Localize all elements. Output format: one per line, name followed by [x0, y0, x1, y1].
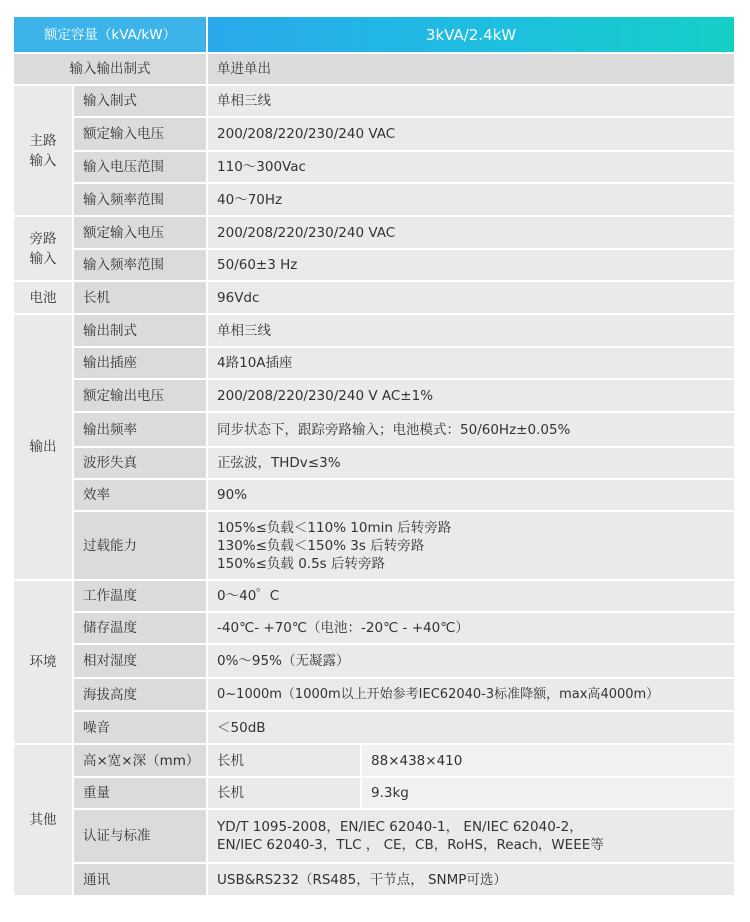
spec-row — [13, 580, 735, 612]
spec-model: 长机 — [207, 744, 361, 777]
spec-value: USB&RS232（RS485，干节点， SNMP可选） — [207, 863, 735, 896]
group-other: 其他 — [13, 744, 73, 896]
spec-value: 88×438×410 — [361, 744, 735, 777]
spec-value: 96Vdc — [207, 281, 735, 314]
spec-value: 200/208/220/230/240 VAC — [207, 216, 735, 249]
group-battery: 电池 — [13, 281, 73, 314]
spec-label: 效率 — [73, 479, 207, 511]
spec-label: 噪音 — [73, 711, 207, 744]
spec-value: YD/T 1095-2008，EN/IEC 62040-1， EN/IEC 62040-2， EN/IEC 62040-3，TLC ， CE，CB，RoHS，Reach，WEEE等 — [207, 809, 735, 863]
spec-value: 200/208/220/230/240 V AC±1% — [207, 379, 735, 412]
spec-value: 0%～95%（无凝露） — [207, 644, 735, 678]
spec-value: 40～70Hz — [207, 183, 735, 216]
io-mode-row — [13, 53, 735, 85]
spec-row — [13, 447, 735, 479]
spec-value: 0~1000m（1000m以上开始参考IEC62040-3标准降额，max高4000m） — [207, 678, 735, 711]
group-output: 输出 — [13, 314, 73, 580]
spec-row — [13, 511, 735, 580]
spec-label: 长机 — [73, 281, 207, 314]
spec-label: 相对湿度 — [73, 644, 207, 678]
spec-label: 工作温度 — [73, 580, 207, 612]
capacity-label: 额定容量（kVA/kW） — [13, 16, 207, 53]
spec-value: 同步状态下，跟踪旁路输入；电池模式：50/60Hz±0.05% — [207, 412, 735, 447]
spec-label: 认证与标准 — [73, 809, 207, 863]
spec-label: 输出插座 — [73, 347, 207, 379]
spec-label: 输出制式 — [73, 314, 207, 347]
spec-value: 105%≤负载＜110% 10min 后转旁路 130%≤负载＜150% 3s 后转旁路 150%≤负载 0.5s 后转旁路 — [207, 511, 735, 580]
spec-row — [13, 314, 735, 347]
spec-value: 0～40゜C — [207, 580, 735, 612]
spec-row — [13, 85, 735, 117]
spec-value: 正弦波，THDv≤3% — [207, 447, 735, 479]
spec-row — [13, 216, 735, 249]
spec-row — [13, 777, 735, 809]
spec-label: 通讯 — [73, 863, 207, 896]
io-mode-value: 单进单出 — [207, 53, 735, 85]
spec-row — [13, 479, 735, 511]
spec-label: 额定输出电压 — [73, 379, 207, 412]
spec-table — [12, 15, 736, 897]
spec-row — [13, 711, 735, 744]
spec-label: 输入制式 — [73, 85, 207, 117]
spec-label: 波形失真 — [73, 447, 207, 479]
spec-label: 额定输入电压 — [73, 117, 207, 151]
spec-value: 单相三线 — [207, 314, 735, 347]
spec-label: 输入频率范围 — [73, 183, 207, 216]
spec-row — [13, 379, 735, 412]
spec-value: 50/60±3 Hz — [207, 249, 735, 281]
spec-label: 海拔高度 — [73, 678, 207, 711]
spec-value: -40℃- +70℃（电池：-20℃ - +40℃） — [207, 612, 735, 644]
spec-row — [13, 744, 735, 777]
spec-row — [13, 809, 735, 863]
spec-value: 4路10A插座 — [207, 347, 735, 379]
spec-value: 90% — [207, 479, 735, 511]
spec-row — [13, 863, 735, 896]
group-main-input: 主路 输入 — [13, 85, 73, 216]
spec-row — [13, 281, 735, 314]
spec-value: 110～300Vac — [207, 151, 735, 183]
spec-row — [13, 183, 735, 216]
group-environment: 环境 — [13, 580, 73, 744]
spec-label: 输出频率 — [73, 412, 207, 447]
spec-row — [13, 612, 735, 644]
spec-value: 单相三线 — [207, 85, 735, 117]
spec-label: 高×宽×深（mm） — [73, 744, 207, 777]
spec-label: 储存温度 — [73, 612, 207, 644]
spec-row — [13, 151, 735, 183]
spec-label: 重量 — [73, 777, 207, 809]
model-name: 3kVA/2.4kW — [207, 16, 735, 53]
spec-label: 过载能力 — [73, 511, 207, 580]
io-mode-label: 输入输出制式 — [13, 53, 207, 85]
spec-label: 输入电压范围 — [73, 151, 207, 183]
spec-row — [13, 412, 735, 447]
spec-row — [13, 347, 735, 379]
spec-row — [13, 678, 735, 711]
spec-value: 9.3kg — [361, 777, 735, 809]
spec-row — [13, 249, 735, 281]
spec-value: ＜50dB — [207, 711, 735, 744]
spec-label: 额定输入电压 — [73, 216, 207, 249]
spec-value: 200/208/220/230/240 VAC — [207, 117, 735, 151]
spec-label: 输入频率范围 — [73, 249, 207, 281]
spec-row — [13, 644, 735, 678]
spec-model: 长机 — [207, 777, 361, 809]
spec-row — [13, 117, 735, 151]
group-bypass-input: 旁路 输入 — [13, 216, 73, 281]
header-row — [13, 16, 735, 53]
